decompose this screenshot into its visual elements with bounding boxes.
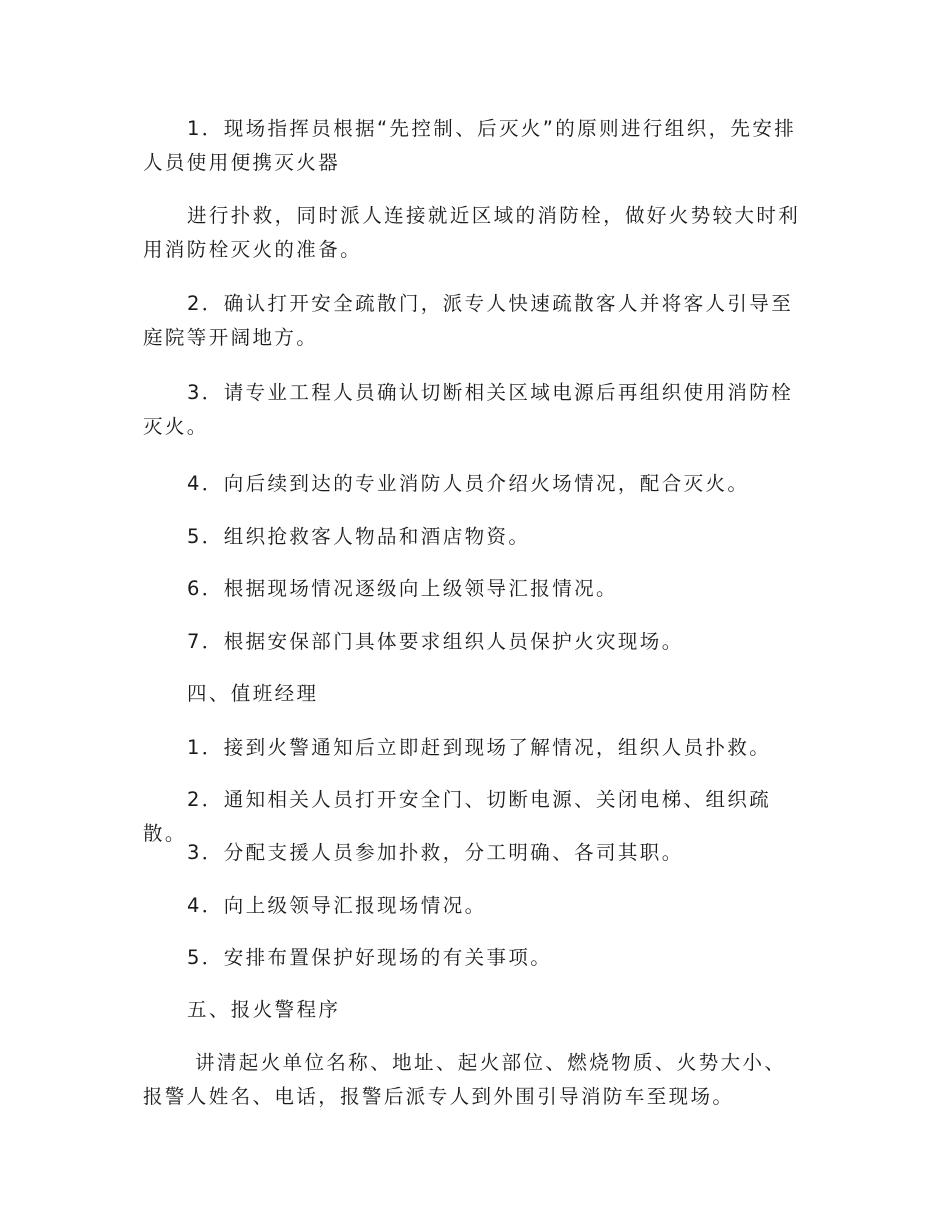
section-heading-fire-alarm-procedure: 五、报火警程序: [187, 998, 341, 1021]
paragraph-fire-alarm-instructions: 讲清起火单位名称、地址、起火部位、燃烧物质、火势大小、报警人姓名、电话，报警后派专人到外围引导消防车至现场。: [143, 1051, 787, 1108]
paragraph-step-1-continued: 进行扑救，同时派人连接就近区域的消防栓，做好火势较大时利用消防栓灭火的准备。: [143, 204, 801, 261]
paragraph-step-2: 2．确认打开安全疏散门，派专人快速疏散客人并将客人引导至庭院等开阔地方。: [143, 292, 794, 349]
paragraph-manager-step-2: 2．通知相关人员打开安全门、切断电源、关闭电梯、组织疏散。: [143, 788, 772, 845]
paragraph-step-1: 1．现场指挥员根据“先控制、后灭火”的原则进行组织，先安排人员使用便携灭火器: [143, 117, 797, 174]
paragraph-step-4: 4．向后续到达的专业消防人员介绍火场情况，配合灭火。: [187, 472, 750, 495]
paragraph-step-6: 6．根据现场情况逐级向上级领导汇报情况。: [187, 577, 618, 600]
paragraph-step-3: 3．请专业工程人员确认切断相关区域电源后再组织使用消防栓灭火。: [143, 381, 794, 438]
paragraph-manager-step-4: 4．向上级领导汇报现场情况。: [187, 894, 487, 917]
paragraph-step-5: 5．组织抢救客人物品和酒店物资。: [187, 525, 531, 548]
paragraph-manager-step-3: 3．分配支援人员参加扑救，分工明确、各司其职。: [187, 841, 684, 864]
paragraph-step-7: 7．根据安保部门具体要求组织人员保护火灾现场。: [187, 630, 684, 653]
paragraph-manager-step-1: 1．接到火警通知后立即赶到现场了解情况，组织人员扑救。: [187, 736, 772, 759]
paragraph-manager-step-5: 5．安排布置保护好现场的有关事项。: [187, 946, 553, 969]
section-heading-duty-manager: 四、值班经理: [187, 682, 319, 705]
